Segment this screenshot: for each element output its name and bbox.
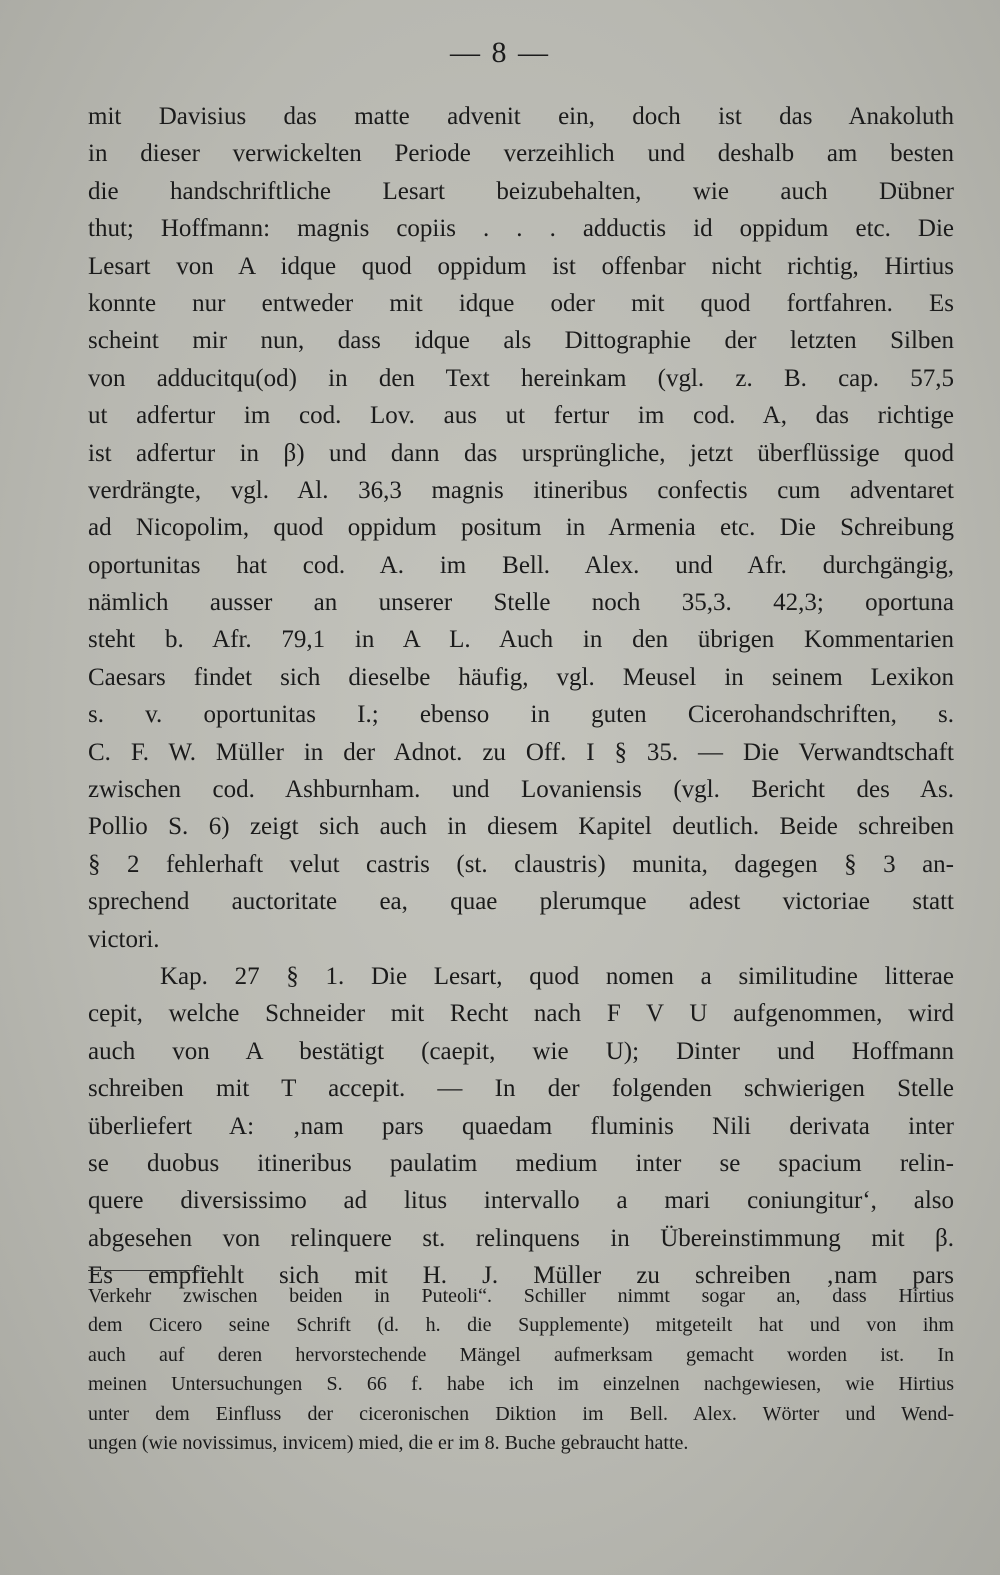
footnote [88,1282,954,1458]
text-line: die handschriftliche Lesart beizubehalten, wie auch Dübner [88,177,954,205]
text-line: steht b. Afr. 79,1 in A L. Auch in den übrigen Kommentarien [88,626,954,654]
text-line: ut adfertur im cod. Lov. aus ut fertur im cod. A, das richtige [88,402,954,430]
text-line: ad Nicopolim, quod oppidum positum in Armenia etc. Die Schreibung [88,514,954,542]
text-line: Lesart von A idque quod oppidum ist offenbar nicht richtig, Hirtius [88,252,954,280]
main-text [88,98,954,1295]
text-line: nämlich ausser an unserer Stelle noch 35,3. 42,3; oportuna [88,589,954,617]
footnote-line: unter dem Einfluss der ciceronischen Diktion im Bell. Alex. Wörter und Wend- [88,1402,954,1425]
text-line: scheint mir nun, dass idque als Dittographie der letzten Silben [88,327,954,355]
text-line: zwischen cod. Ashburnham. und Lovaniensis (vgl. Bericht des As. [88,776,954,804]
text-line: sprechend auctoritate ea, quae plerumque adest victoriae statt [88,888,954,916]
text-line: abgesehen von relinquere st. relinquens in Übereinstimmung mit β. [88,1224,954,1252]
text-line: C. F. W. Müller in der Adnot. zu Off. I § 35. — Die Verwandtschaft [88,738,954,766]
footnote-line: Verkehr zwischen beiden in Puteoli“. Schiller nimmt sogar an, dass Hirtius [88,1285,954,1307]
text-line: in dieser verwickelten Periode verzeihlich und deshalb am besten [88,140,954,168]
text-line: überliefert A: ‚nam pars quaedam fluminis Nili derivata inter [88,1112,954,1140]
text-line: thut; Hoffmann: magnis copiis . . . adductis id oppidum etc. Die [88,215,954,243]
text-line: ist adfertur in β) und dann das ursprüngliche, jetzt überflüssige quod [88,439,954,467]
text-line: mit Davisius das matte advenit ein, doch ist das Anakoluth [88,103,954,130]
text-line: § 2 fehlerhaft velut castris (st. claustris) munita, dagegen § 3 an- [88,850,954,878]
text-line: auch von A bestätigt (caepit, wie U); Dinter und Hoffmann [88,1037,954,1065]
text-line: s. v. oportunitas I.; ebenso in guten Cicerohandschriften, s. [88,701,954,729]
text-line: cepit, welche Schneider mit Recht nach F V U aufgenommen, wird [88,1000,954,1028]
text-line: se duobus itineribus paulatim medium inter se spacium relin- [88,1149,954,1177]
text-line: Es empfiehlt sich mit H. J. Müller zu schreiben ‚nam pars [88,1262,954,1290]
text-line: von adducitqu(od) in den Text hereinkam (vgl. z. B. cap. 57,5 [88,364,954,392]
text-line: schreiben mit T accepit. — In der folgenden schwierigen Stelle [88,1075,954,1103]
footnote-line: auch auf deren hervorstechende Mängel aufmerksam gemacht worden ist. In [88,1343,954,1366]
text-line: verdrängte, vgl. Al. 36,3 magnis itineribus confectis cum adventaret [88,476,954,504]
page-number: — 8 — [450,36,550,69]
text-line: Caesars findet sich dieselbe häufig, vgl. Meusel in seinem Lexikon [88,663,954,691]
text-line: Pollio S. 6) zeigt sich auch in diesem Kapitel deutlich. Beide schreiben [88,813,954,841]
text-line: quere diversissimo ad litus intervallo a mari coniungitur‘, also [88,1187,954,1215]
footnote-line: ungen (wie novissimus, invicem) mied, die er im 8. Buche gebraucht hatte. [88,1431,689,1454]
text-line: oportunitas hat cod. A. im Bell. Alex. und Afr. durchgängig, [88,551,954,579]
footnote-rule [88,1270,208,1271]
text-line: Kap. 27 § 1. Die Lesart, quod nomen a similitudine litterae [160,962,954,990]
footnote-line: meinen Untersuchungen S. 66 f. habe ich im einzelnen nachgewiesen, wie Hirtius [88,1373,954,1396]
text-line: konnte nur entweder mit idque oder mit quod fortfahren. Es [88,289,954,317]
footnote-line: dem Cicero seine Schrift (d. h. die Supplemente) mitgeteilt hat und von ihm [88,1314,954,1337]
text-line: victori. [88,925,160,953]
